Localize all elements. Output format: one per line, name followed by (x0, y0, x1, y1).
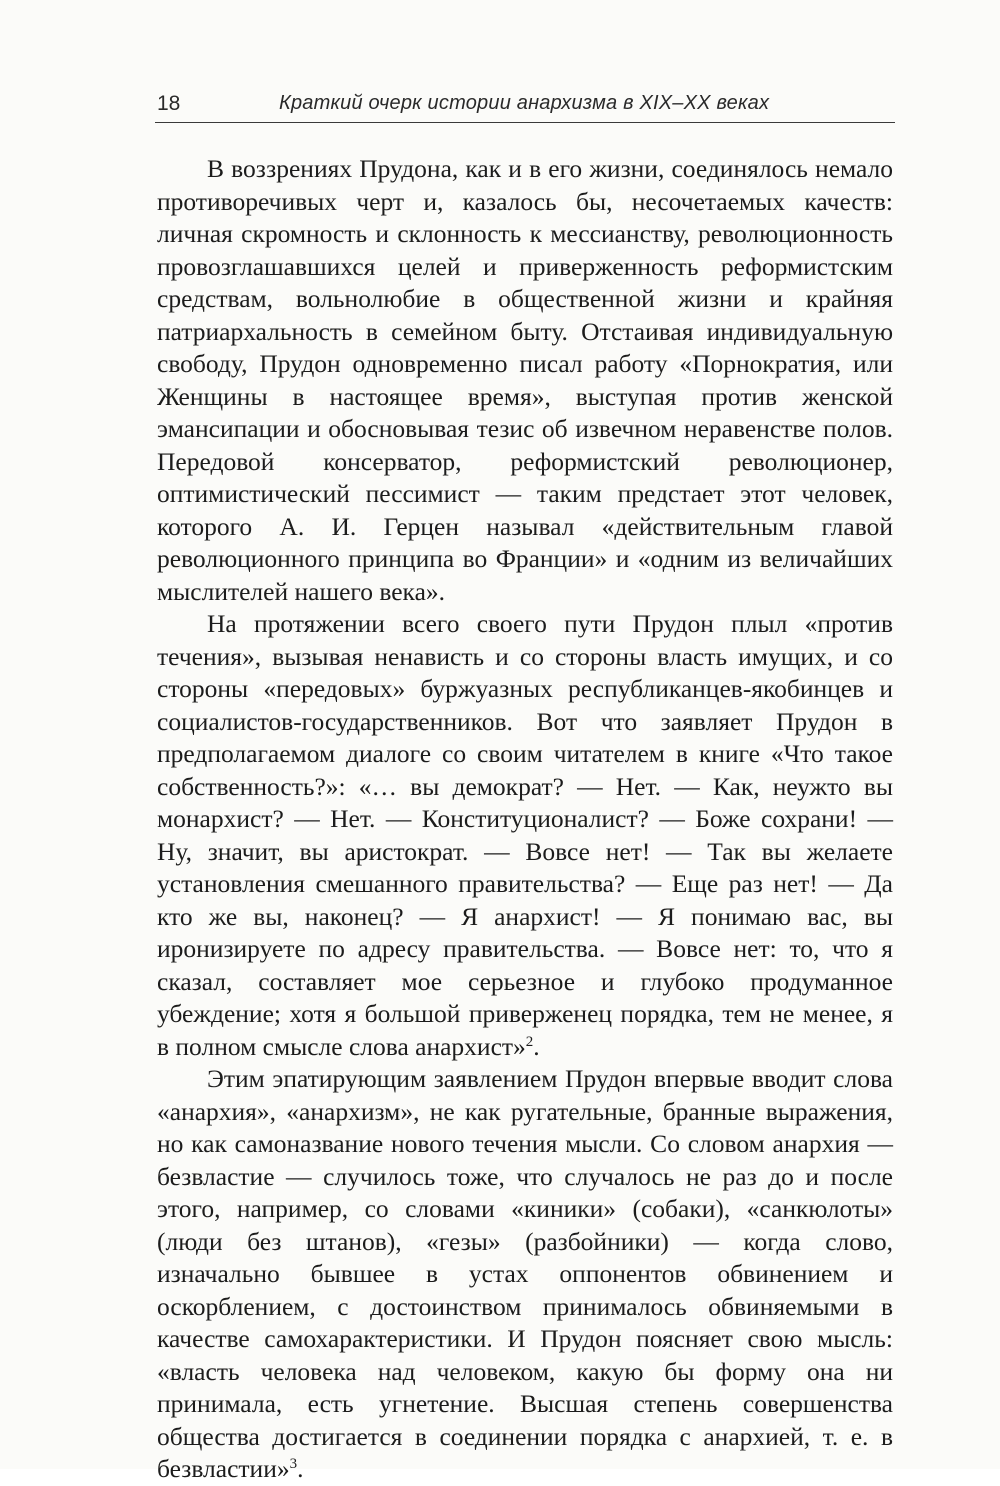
running-header (155, 88, 895, 123)
page-number: 18 (157, 92, 181, 115)
running-title: Краткий очерк истории анархизма в XIX–XX веках (279, 92, 770, 114)
paragraph (157, 153, 893, 608)
footnote-ref[interactable]: 3 (289, 1456, 298, 1472)
paragraph-tail: . (533, 1031, 540, 1061)
body-text (157, 153, 893, 1486)
paragraph-tail: . (297, 1454, 304, 1483)
paragraph (157, 1063, 893, 1486)
paragraph-text: На протяжении всего своего пути Прудон плыл «против течения», вызывая ненависть и со стороны власть имущих, и со стороны «передовых» буржуазных республиканцев-якобинцев и социалистов-государственников. Вот что заявляет Прудон в предполагаемом диалоге со своим читателем в книге «Что такое собственность?»: «… вы демократ? — Нет. — Как, неужто вы монархист? — Нет. — Конституционалист? — Боже сохрани! — Ну, значит, вы аристократ. — Вовсе нет! — Так вы желаете установления смешанного правительства? — Еще раз нет! — Да кто же вы, наконец? — Я анархист! — Я понимаю вас, вы иронизируете по адресу правительства. — Вовсе нет: то, что я сказал, составляет мое серьезное и глубоко продуманное убеждение; хотя я большой приверженец порядка, тем не менее, я в полном смысле слова анархист» (157, 609, 893, 1061)
paragraph (157, 608, 893, 1063)
paragraph-text: В воззрениях Прудона, как и в его жизни, соединялось немало противоречивых черт и, казалось бы, несочетаемых качеств: личная скромность и склонность к мессианству, революционность провозглашавшихся целей и приверженность реформистским средствам, вольнолюбие в общественной жизни и крайняя патриархальность в семейном быту. Отстаивая индивидуальную свободу, Прудон одновременно писал работу «Порнократия, или Женщины в настоящее время», выступая против женской эмансипации и обосновывая тезис об извечном неравенстве полов. Передовой консерватор, реформистский революционер, оптимистический пессимист — таким предстает этот человек, которого А. И. Герцен называл «действительным главой революционного принципа во Франции» и «одним из величайших мыслителей нашего века». (157, 154, 893, 606)
paragraph-text: Этим эпатирующим заявлением Прудон впервые вводит слова «анархия», «анархизм», не как ругательные, бранные выражения, но как самоназвание нового течения мысли. Со словом анархия — безвластие — случилось тоже, что случалось не раз до и после этого, например, со словами «киники» (собаки), «санкюлоты» (люди без штанов), «гезы» (разбойники) — когда слово, изначально бывшее в устах оппонентов обвинением и оскорблением, с достоинством принималось обвиняемыми в качестве самохарактеристики. И Прудон поясняет свою мысль: «власть человека над человеком, какую бы форму она ни принимала, есть угнетение. Высшая степень совершенства общества достигается в соединении порядка с анархией, т. е. в безвластии» (157, 1064, 893, 1483)
footnote-ref[interactable]: 2 (525, 1033, 534, 1050)
